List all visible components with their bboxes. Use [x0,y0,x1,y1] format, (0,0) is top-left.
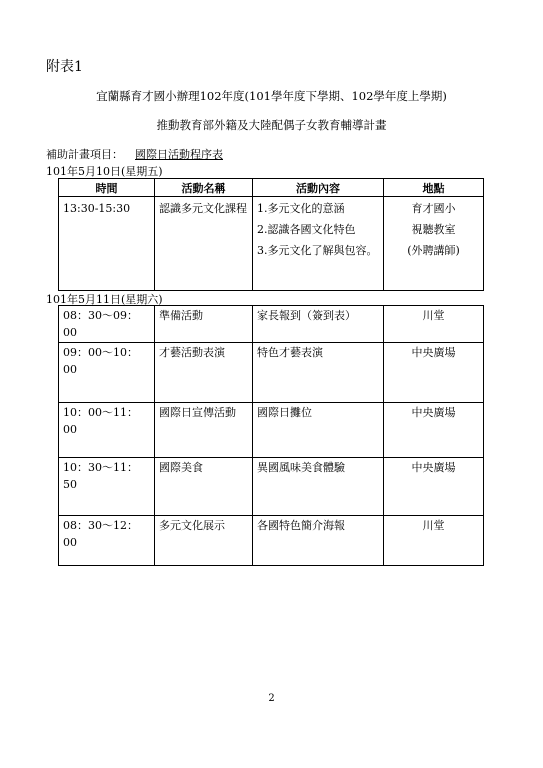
table-row [59,343,484,403]
column-header-activity: 活動名稱 [155,179,253,197]
cell-location: 川堂 [384,306,484,343]
cell-location: 中央廣場 [384,343,484,403]
cell-location: 中央廣場 [384,403,484,458]
table-row [59,516,484,566]
content-line: 1.多元文化的意涵 [257,202,345,215]
cell-time: 10：00～11：00 [59,403,155,458]
document-title: 宜蘭縣育才國小辦理102年度(101學年度下學期、102學年度上學期) [96,89,447,103]
cell-content: 家長報到（簽到表） [253,306,384,343]
cell-location [384,197,484,291]
schedule1-date: 101年5月10日(星期五) [46,165,163,178]
schedule1-table [58,178,484,291]
document-subtitle: 推動教育部外籍及大陸配偶子女教育輔導計畫 [156,118,387,132]
page-number: 2 [268,693,275,704]
cell-activity: 認識多元文化課程 [155,197,253,291]
cell-time: 08：30～09：00 [59,306,155,343]
table-header-row [59,179,484,197]
cell-location: 中央廣場 [384,458,484,516]
table-row [59,197,484,291]
location-line: (外聘講師) [407,244,460,257]
plan-item-name: 國際日活動程序表 [135,148,223,161]
cell-activity: 國際日宣傳活動 [155,403,253,458]
cell-activity: 國際美食 [155,458,253,516]
cell-time: 13:30-15:30 [59,197,155,291]
location-line: 視聽教室 [411,223,456,236]
location-line: 育才國小 [411,202,456,215]
cell-content: 特色才藝表演 [253,343,384,403]
column-header-content: 活動內容 [253,179,384,197]
schedule2-date: 101年5月11日(星期六) [46,293,163,306]
table-row [59,306,484,343]
cell-location: 川堂 [384,516,484,566]
attachment-label: 附表1 [46,59,83,75]
cell-content: 國際日攤位 [253,403,384,458]
cell-time: 09：00～10：00 [59,343,155,403]
cell-activity: 多元文化展示 [155,516,253,566]
cell-content: 各國特色簡介海報 [253,516,384,566]
cell-time: 08：30～12：00 [59,516,155,566]
cell-time: 10：30～11：50 [59,458,155,516]
content-line: 2.認識各國文化特色 [257,223,356,236]
cell-activity: 準備活動 [155,306,253,343]
content-line: 3.多元文化了解與包容。 [257,244,378,257]
column-header-location: 地點 [384,179,484,197]
cell-content [253,197,384,291]
schedule2-table [58,305,484,566]
plan-item-label: 補助計畫項目： [46,148,123,161]
table-row [59,458,484,516]
cell-content: 異國風味美食體驗 [253,458,384,516]
plan-item-row [46,146,223,162]
table-row [59,403,484,458]
cell-activity: 才藝活動表演 [155,343,253,403]
column-header-time: 時間 [59,179,155,197]
